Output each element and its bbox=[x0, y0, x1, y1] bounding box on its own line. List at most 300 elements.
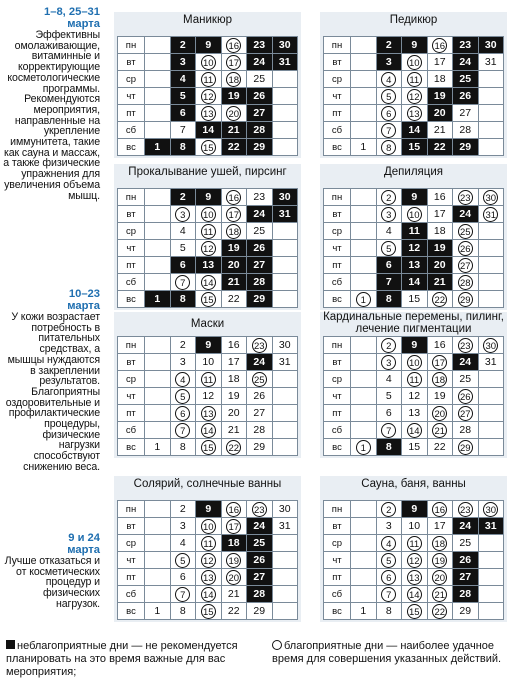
favorable-day bbox=[427, 569, 453, 586]
empty-cell bbox=[145, 501, 171, 518]
day-cell: 18 bbox=[221, 371, 247, 388]
favorable-day bbox=[247, 501, 273, 518]
favorable-day bbox=[196, 88, 222, 105]
empty-cell bbox=[351, 422, 377, 439]
circle-icon: 23 bbox=[252, 338, 267, 353]
circle-icon: 18 bbox=[226, 72, 241, 87]
circle-icon: 13 bbox=[201, 106, 216, 121]
weekday-label: ср bbox=[118, 71, 145, 88]
unfavorable-day: 8 bbox=[376, 291, 402, 308]
table-row bbox=[324, 422, 504, 439]
weekday-label: вс bbox=[118, 139, 145, 156]
empty-cell bbox=[351, 122, 377, 139]
unfavorable-day: 24 bbox=[247, 518, 273, 535]
empty-cell bbox=[145, 337, 171, 354]
table-row bbox=[118, 518, 298, 535]
weekday-label: пн bbox=[324, 189, 351, 206]
circle-icon: 30 bbox=[483, 190, 498, 205]
weekday-label: ср bbox=[118, 371, 145, 388]
table-row bbox=[118, 569, 298, 586]
day-cell: 21 bbox=[221, 422, 247, 439]
table-row bbox=[324, 189, 504, 206]
unfavorable-day: 23 bbox=[453, 37, 479, 54]
favorable-day bbox=[196, 274, 222, 291]
day-cell: 26 bbox=[247, 388, 273, 405]
unfavorable-day: 31 bbox=[272, 54, 298, 71]
circle-icon: 7 bbox=[175, 587, 190, 602]
table-row bbox=[324, 206, 504, 223]
calendar-grid bbox=[323, 36, 504, 156]
empty-cell bbox=[478, 603, 504, 620]
table-row bbox=[118, 257, 298, 274]
favorable-day bbox=[221, 105, 247, 122]
empty-cell bbox=[351, 37, 377, 54]
day-cell: 2 bbox=[170, 501, 196, 518]
empty-cell bbox=[351, 206, 377, 223]
weekday-label: ср bbox=[324, 223, 351, 240]
empty-cell bbox=[478, 291, 504, 308]
day-cell: 4 bbox=[170, 535, 196, 552]
empty-cell bbox=[145, 354, 171, 371]
empty-cell bbox=[351, 240, 377, 257]
circle-icon: 11 bbox=[201, 536, 216, 551]
day-cell: 3 bbox=[170, 354, 196, 371]
circle-icon: 14 bbox=[407, 423, 422, 438]
unfavorable-day: 28 bbox=[453, 586, 479, 603]
day-cell: 25 bbox=[247, 71, 273, 88]
favorable-day bbox=[402, 371, 428, 388]
circle-icon: 5 bbox=[381, 89, 396, 104]
day-cell: 31 bbox=[478, 54, 504, 71]
favorable-day bbox=[221, 552, 247, 569]
favorable-day bbox=[478, 206, 504, 223]
circle-icon: 10 bbox=[201, 207, 216, 222]
unfavorable-day: 2 bbox=[376, 37, 402, 54]
table-row bbox=[118, 337, 298, 354]
favorable-day bbox=[427, 405, 453, 422]
empty-cell bbox=[272, 240, 298, 257]
day-cell: 27 bbox=[247, 405, 273, 422]
favorable-day bbox=[170, 405, 196, 422]
circle-icon: 7 bbox=[381, 587, 396, 602]
favorable-day bbox=[196, 240, 222, 257]
weekday-label: вс bbox=[324, 139, 351, 156]
favorable-day bbox=[170, 206, 196, 223]
unfavorable-day: 21 bbox=[221, 122, 247, 139]
table-row bbox=[118, 422, 298, 439]
day-cell: 29 bbox=[453, 603, 479, 620]
circle-icon: 12 bbox=[201, 89, 216, 104]
weekday-label: вс bbox=[324, 603, 351, 620]
day-cell: 30 bbox=[272, 501, 298, 518]
empty-cell bbox=[272, 603, 298, 620]
favorable-day bbox=[478, 501, 504, 518]
favorable-day bbox=[376, 240, 402, 257]
circle-icon: 29 bbox=[458, 292, 473, 307]
favorable-day bbox=[247, 371, 273, 388]
empty-cell bbox=[478, 439, 504, 456]
circle-icon: 11 bbox=[407, 72, 422, 87]
circle-icon: 19 bbox=[432, 553, 447, 568]
table-row bbox=[118, 189, 298, 206]
unfavorable-day: 9 bbox=[402, 501, 428, 518]
table-row bbox=[324, 105, 504, 122]
unfavorable-day: 14 bbox=[402, 274, 428, 291]
unfavorable-day: 24 bbox=[247, 206, 273, 223]
day-cell: 21 bbox=[427, 122, 453, 139]
day-cell: 3 bbox=[376, 518, 402, 535]
empty-cell bbox=[272, 71, 298, 88]
favorable-day bbox=[170, 586, 196, 603]
day-cell: 10 bbox=[402, 518, 428, 535]
circle-icon: 16 bbox=[432, 38, 447, 53]
empty-cell bbox=[478, 139, 504, 156]
circle-icon: 2 bbox=[381, 190, 396, 205]
unfavorable-day: 9 bbox=[196, 501, 222, 518]
unfavorable-day: 5 bbox=[170, 88, 196, 105]
empty-cell bbox=[272, 105, 298, 122]
day-cell: 16 bbox=[427, 337, 453, 354]
empty-cell bbox=[272, 274, 298, 291]
day-cell: 2 bbox=[170, 337, 196, 354]
black-square-icon bbox=[6, 640, 15, 649]
weekday-label: чт bbox=[118, 88, 145, 105]
day-cell: 19 bbox=[221, 388, 247, 405]
circle-icon: 2 bbox=[381, 338, 396, 353]
favorable-day bbox=[402, 54, 428, 71]
empty-cell bbox=[272, 388, 298, 405]
weekday-label: вт bbox=[118, 54, 145, 71]
unfavorable-day: 1 bbox=[145, 291, 171, 308]
weekday-label: пт bbox=[324, 105, 351, 122]
table-row bbox=[118, 54, 298, 71]
circle-icon: 22 bbox=[226, 440, 241, 455]
circle-icon: 16 bbox=[432, 502, 447, 517]
day-cell: 29 bbox=[247, 439, 273, 456]
panel-title: Депиляция bbox=[383, 166, 443, 178]
favorable-day bbox=[478, 337, 504, 354]
circle-icon: 1 bbox=[356, 440, 371, 455]
empty-cell bbox=[478, 88, 504, 105]
empty-cell bbox=[145, 388, 171, 405]
empty-cell bbox=[272, 88, 298, 105]
table-row bbox=[118, 139, 298, 156]
circle-icon: 18 bbox=[226, 224, 241, 239]
favorable-day bbox=[402, 105, 428, 122]
empty-cell bbox=[478, 371, 504, 388]
circle-icon: 13 bbox=[407, 106, 422, 121]
unfavorable-day: 24 bbox=[453, 206, 479, 223]
weekday-label: пн bbox=[118, 501, 145, 518]
circle-icon: 5 bbox=[175, 553, 190, 568]
empty-cell bbox=[351, 388, 377, 405]
favorable-day bbox=[221, 54, 247, 71]
empty-cell bbox=[478, 569, 504, 586]
favorable-day bbox=[453, 439, 479, 456]
table-row bbox=[118, 371, 298, 388]
favorable-day bbox=[453, 240, 479, 257]
favorable-day bbox=[196, 291, 222, 308]
calendar-panel bbox=[114, 12, 301, 158]
weekday-label: ср bbox=[118, 223, 145, 240]
table-row bbox=[324, 569, 504, 586]
calendar-panel bbox=[114, 312, 301, 458]
weekday-label: пт bbox=[118, 569, 145, 586]
weekday-label: пн bbox=[118, 189, 145, 206]
unfavorable-day: 20 bbox=[427, 105, 453, 122]
weekday-label: пн bbox=[118, 37, 145, 54]
day-cell: 16 bbox=[221, 337, 247, 354]
favorable-day bbox=[427, 603, 453, 620]
day-cell: 15 bbox=[402, 291, 428, 308]
favorable-day bbox=[376, 139, 402, 156]
day-cell: 3 bbox=[170, 518, 196, 535]
favorable-day bbox=[221, 71, 247, 88]
unfavorable-day: 2 bbox=[170, 37, 196, 54]
empty-cell bbox=[272, 422, 298, 439]
favorable-day bbox=[402, 603, 428, 620]
empty-cell bbox=[351, 257, 377, 274]
circle-icon: 13 bbox=[201, 406, 216, 421]
circle-icon: 10 bbox=[201, 55, 216, 70]
day-cell: 25 bbox=[453, 371, 479, 388]
table-row bbox=[324, 354, 504, 371]
empty-cell bbox=[478, 223, 504, 240]
panel-title: Маникюр bbox=[183, 14, 232, 26]
favorable-day bbox=[427, 552, 453, 569]
empty-cell bbox=[351, 518, 377, 535]
empty-cell bbox=[145, 240, 171, 257]
weekday-label: сб bbox=[118, 422, 145, 439]
empty-cell bbox=[145, 371, 171, 388]
table-row bbox=[324, 54, 504, 71]
circle-icon: 4 bbox=[175, 372, 190, 387]
day-cell: 17 bbox=[427, 518, 453, 535]
empty-cell bbox=[145, 105, 171, 122]
day-cell: 5 bbox=[170, 240, 196, 257]
weekday-label: пн bbox=[324, 501, 351, 518]
unfavorable-day: 13 bbox=[402, 257, 428, 274]
favorable-day bbox=[221, 518, 247, 535]
circle-icon: 17 bbox=[226, 519, 241, 534]
unfavorable-day: 27 bbox=[247, 257, 273, 274]
table-row bbox=[118, 206, 298, 223]
circle-icon: 23 bbox=[252, 502, 267, 517]
favorable-day bbox=[170, 274, 196, 291]
weekday-label: сб bbox=[324, 586, 351, 603]
weekday-label: чт bbox=[118, 388, 145, 405]
empty-cell bbox=[145, 518, 171, 535]
day-cell: 1 bbox=[145, 603, 171, 620]
day-cell: 22 bbox=[221, 291, 247, 308]
empty-cell bbox=[145, 535, 171, 552]
day-cell: 13 bbox=[402, 405, 428, 422]
unfavorable-day: 24 bbox=[453, 518, 479, 535]
circle-icon: 16 bbox=[226, 38, 241, 53]
sidebar-block bbox=[2, 6, 100, 282]
empty-cell bbox=[272, 139, 298, 156]
weekday-label: чт bbox=[324, 388, 351, 405]
empty-cell bbox=[478, 105, 504, 122]
favorable-day bbox=[196, 371, 222, 388]
circle-icon: 15 bbox=[201, 292, 216, 307]
favorable-day bbox=[402, 88, 428, 105]
unfavorable-day: 19 bbox=[221, 88, 247, 105]
empty-cell bbox=[351, 501, 377, 518]
circle-icon: 27 bbox=[458, 258, 473, 273]
circle-icon: 5 bbox=[175, 389, 190, 404]
circle-icon: 23 bbox=[458, 338, 473, 353]
empty-cell bbox=[351, 552, 377, 569]
empty-cell bbox=[351, 569, 377, 586]
favorable-day bbox=[221, 501, 247, 518]
unfavorable-day: 25 bbox=[453, 71, 479, 88]
unfavorable-day: 27 bbox=[247, 569, 273, 586]
unfavorable-day: 24 bbox=[453, 354, 479, 371]
unfavorable-day: 9 bbox=[196, 189, 222, 206]
day-cell: 1 bbox=[145, 439, 171, 456]
empty-cell bbox=[478, 586, 504, 603]
table-row bbox=[324, 552, 504, 569]
circle-icon: 21 bbox=[432, 587, 447, 602]
empty-cell bbox=[272, 291, 298, 308]
table-row bbox=[118, 501, 298, 518]
empty-cell bbox=[272, 122, 298, 139]
unfavorable-day: 27 bbox=[453, 569, 479, 586]
favorable-day bbox=[427, 354, 453, 371]
unfavorable-day: 29 bbox=[247, 139, 273, 156]
circle-icon: 12 bbox=[201, 241, 216, 256]
empty-cell bbox=[145, 88, 171, 105]
unfavorable-day: 30 bbox=[272, 189, 298, 206]
circle-icon: 20 bbox=[226, 106, 241, 121]
sidebar-text: Лучше отказаться и от косметических процедур и физических нагрузок. bbox=[4, 555, 100, 610]
favorable-day bbox=[402, 569, 428, 586]
unfavorable-day: 22 bbox=[427, 139, 453, 156]
empty-cell bbox=[478, 388, 504, 405]
weekday-label: сб bbox=[118, 122, 145, 139]
unfavorable-day: 6 bbox=[170, 105, 196, 122]
table-row bbox=[118, 603, 298, 620]
unfavorable-day: 28 bbox=[247, 274, 273, 291]
favorable-day bbox=[427, 422, 453, 439]
table-row bbox=[324, 371, 504, 388]
favorable-day bbox=[376, 586, 402, 603]
panel-title: Кардинальные перемены, пилинг, лечение пигментации bbox=[323, 311, 504, 335]
unfavorable-day: 8 bbox=[170, 291, 196, 308]
calendar-panel bbox=[320, 164, 507, 310]
favorable-day bbox=[402, 71, 428, 88]
day-cell: 20 bbox=[221, 405, 247, 422]
unfavorable-day: 6 bbox=[170, 257, 196, 274]
circle-icon: 15 bbox=[407, 604, 422, 619]
circle-icon: 7 bbox=[175, 423, 190, 438]
unfavorable-day: 3 bbox=[170, 54, 196, 71]
day-cell: 1 bbox=[351, 603, 377, 620]
unfavorable-day: 26 bbox=[247, 240, 273, 257]
empty-cell bbox=[478, 422, 504, 439]
circle-icon: 30 bbox=[483, 338, 498, 353]
circle-icon: 23 bbox=[458, 190, 473, 205]
weekday-label: сб bbox=[118, 274, 145, 291]
table-row bbox=[324, 122, 504, 139]
table-row bbox=[324, 405, 504, 422]
circle-icon: 28 bbox=[458, 275, 473, 290]
unfavorable-day: 9 bbox=[402, 189, 428, 206]
circle-icon: 25 bbox=[458, 224, 473, 239]
circle-icon: 14 bbox=[407, 587, 422, 602]
table-row bbox=[118, 291, 298, 308]
favorable-day bbox=[402, 206, 428, 223]
day-cell: 25 bbox=[247, 223, 273, 240]
day-cell: 21 bbox=[221, 586, 247, 603]
unfavorable-day: 19 bbox=[427, 88, 453, 105]
favorable-day bbox=[196, 518, 222, 535]
weekday-label: пн bbox=[324, 37, 351, 54]
unfavorable-day: 19 bbox=[221, 240, 247, 257]
circle-icon: 20 bbox=[226, 570, 241, 585]
table-row bbox=[118, 240, 298, 257]
unfavorable-day: 8 bbox=[170, 139, 196, 156]
table-row bbox=[118, 388, 298, 405]
circle-icon: 22 bbox=[432, 604, 447, 619]
calendar-grid bbox=[323, 500, 504, 620]
empty-cell bbox=[145, 37, 171, 54]
favorable-day bbox=[196, 552, 222, 569]
empty-cell bbox=[272, 439, 298, 456]
day-cell: 8 bbox=[170, 603, 196, 620]
sidebar-text: У кожи возрастает потребность в питательных средствах, а мышцы нуждаются в закреплении результатов. Благоприятны оздоровительные и профилактические процедуры, физические нагрузки способствуют снижению веса. bbox=[5, 311, 100, 473]
empty-cell bbox=[272, 569, 298, 586]
favorable-day bbox=[376, 71, 402, 88]
weekday-label: пт bbox=[324, 405, 351, 422]
favorable-day bbox=[427, 37, 453, 54]
empty-cell bbox=[478, 71, 504, 88]
weekday-label: вт bbox=[324, 54, 351, 71]
circle-icon: 19 bbox=[226, 553, 241, 568]
empty-cell bbox=[478, 240, 504, 257]
circle-icon: 18 bbox=[432, 536, 447, 551]
day-cell: 4 bbox=[376, 371, 402, 388]
unfavorable-day: 12 bbox=[402, 240, 428, 257]
circle-icon: 15 bbox=[201, 440, 216, 455]
day-cell: 6 bbox=[376, 405, 402, 422]
favorable-day bbox=[196, 535, 222, 552]
circle-icon: 14 bbox=[201, 275, 216, 290]
weekday-label: ср bbox=[324, 535, 351, 552]
table-row bbox=[324, 88, 504, 105]
favorable-day bbox=[221, 439, 247, 456]
calendar-grid bbox=[117, 188, 298, 308]
favorable-day bbox=[376, 422, 402, 439]
favorable-day bbox=[196, 54, 222, 71]
table-row bbox=[324, 291, 504, 308]
circle-icon: 11 bbox=[407, 536, 422, 551]
unfavorable-day: 25 bbox=[247, 535, 273, 552]
unfavorable-day: 29 bbox=[247, 291, 273, 308]
circle-icon: 20 bbox=[432, 570, 447, 585]
empty-cell bbox=[145, 586, 171, 603]
unfavorable-day: 24 bbox=[247, 354, 273, 371]
unfavorable-day: 26 bbox=[453, 88, 479, 105]
day-cell: 28 bbox=[247, 422, 273, 439]
day-cell: 4 bbox=[376, 223, 402, 240]
favorable-day bbox=[376, 354, 402, 371]
circle-icon: 26 bbox=[458, 389, 473, 404]
circle-icon: 8 bbox=[381, 140, 396, 155]
day-cell: 7 bbox=[170, 122, 196, 139]
empty-cell bbox=[272, 371, 298, 388]
